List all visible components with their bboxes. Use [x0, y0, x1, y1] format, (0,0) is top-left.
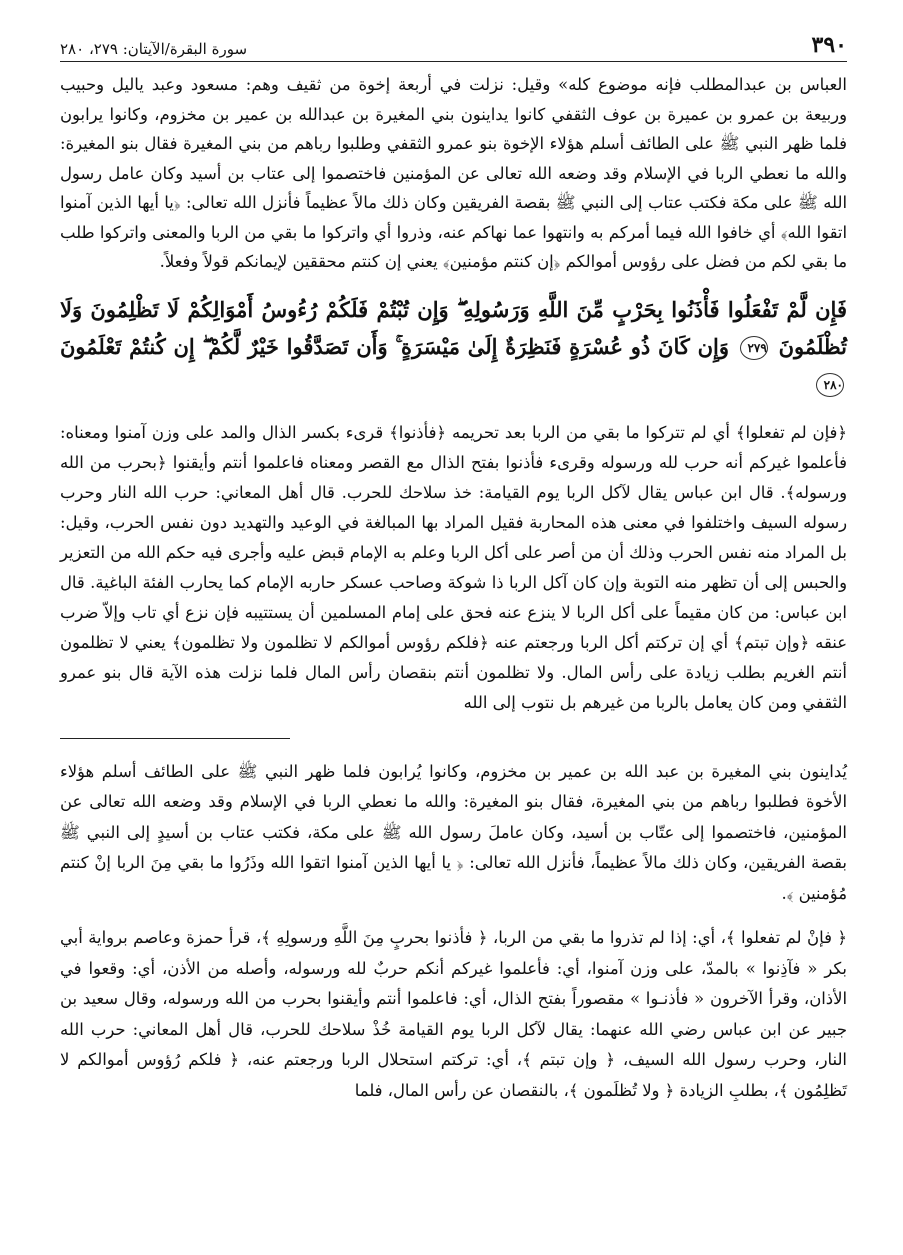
- book-page: [60, 28, 847, 1120]
- footnote-paragraph: يُداينون بني المغيرة بن عبد الله بن عمير بن مخزوم، وكانوا يُرابون فلما ظهر النبي ﷺ على الطائف أسلم هؤلاء الأخوة فطلبوا رباهم من بني المغيرة، فقال بنو المغيرة: والله ما نعطي الربا في الإسلام وقد وضعه الله تعالى عن المؤمنين، فاختصموا إلى عتّاب بن أسيد، وكان عاملَ رسول الله ﷺ على مكة، فكتب عتاب بن أسيدٍ إلى النبي ﷺ بقصة الفريقين، وكان ذلك مالاً عظيماً، فأنزل الله تعالى: ﴿ يا أيها الذين آمنوا اتقوا الله وذَرُوا ما بقي مِنَ الربا إنْ كنتم مُؤمنين ﴾.: [60, 761, 847, 903]
- footnote-divider: [60, 738, 290, 739]
- quran-verse-block: [60, 291, 847, 402]
- ayah-number-279: ٢٧٩: [740, 336, 768, 360]
- footnotes-section: [60, 757, 847, 1107]
- intro-text: العباس بن عبدالمطلب فإنه موضوع كله» وقيل: نزلت في أربعة إخوة من ثقيف وهم: مسعود وعبد ياليل وحبيب وربيعة بن عمرو بن عميرة بن عوف الثقفي كانوا يداينون بني المغيرة بن عبدالله بن عمير بن مخزوم، وكانوا يرابون فلما ظهر النبي ﷺ على الطائف أسلم هؤلاء الإخوة بنو عمرو الثقفي وطلبوا رباهم من بني المغيرة فقال بنو المغيرة: والله ما نعطي الربا في الإسلام وقد وضعه الله تعالى عن المؤمنين فاختصموا إلى عتاب بن أسيد وكان عامل رسول الله ﷺ على مكة فكتب عتاب إلى النبي ﷺ بقصة الفريقين وكان ذلك مالاً عظيماً فأنزل الله تعالى: ﴿يا أيها الذين آمنوا اتقوا الله﴾ أي خافوا الله فيما أمركم به وانتهوا عما نهاكم عنه، وذروا أي واتركوا ما بقي من الربا والمعنى واتركوا طلب ما بقي لكم من فضل على رؤوس أموالكم ﴿إن كنتم مؤمنين﴾ يعني إن كنتم محققين لإيمانكم قولاً وفعلاً.: [60, 75, 847, 271]
- commentary-text: ﴿فإن لم تفعلوا﴾ أي لم تتركوا ما بقي من الربا بعد تحريمه ﴿فأذنوا﴾ قرىء بكسر الذال والمد على وزن آمنوا ومعناه: فأعلموا غيركم أنه حرب لله ورسوله وقرىء فأذنوا بفتح الذال مع القصر ومعناه فاعلموا أنتم وأيقنوا ﴿بحرب من الله ورسوله﴾. قال ابن عباس يقال لآكل الربا يوم القيامة: خذ سلاحك للحرب. قال أهل المعاني: حرب الله النار وحرب رسوله السيف واختلفوا في معنى هذه المحاربة فقيل المراد بها المبالغة في الوعيد والتهديد دون نفس الحرب، وقيل: بل المراد منه نفس الحرب وذلك أن من أصر على أكل الربا وعلم به الإمام قبض عليه وأجرى فيه حكم الله من التعزير والحبس إلى أن تظهر منه التوبة وإن كان آكل الربا ذا شوكة وصاحب عسكر حاربه الإمام كما يحارب الفئة الباغية. قال ابن عباس: من كان مقيماً على أكل الربا لا ينزع عنه فحق على إمام المسلمين أن يستتيبه فإن نزع أي تاب وإلاّ ضرب عنقه ﴿وإن تبتم﴾ أي إن تركتم أكل الربا ورجعتم عنه ﴿فلكم رؤوس أموالكم لا تظلمون ولا تظلمون﴾ يعني لا تظلمون أنتم الغريم بطلب زيادة على رأس المال. ولا تظلمون أنتم بنقصان رأس المال فلما نزلت هذه الآية قال بنو عمرو الثقفي ومن كان يعامل بالربا من غيرهم بل نتوب إلى الله: [60, 422, 847, 712]
- page-number: ٣٩٠: [811, 32, 847, 58]
- verse-text-280: وَإِن كَانَ ذُو عُسْرَةٍ فَنَظِرَةٌ إِلَىٰ مَيْسَرَةٍ ۚ وَأَن تَصَدَّقُوا خَيْرٌ لَّكُمْ ۖ إِن كُنتُمْ تَعْلَمُونَ: [60, 333, 730, 359]
- intro-paragraph: [60, 70, 847, 277]
- ayah-number-280: ٢٨٠: [816, 373, 844, 397]
- page-header: [60, 28, 847, 62]
- commentary-paragraph: [60, 418, 847, 718]
- footnote-paragraph: ﴿ فإنْ لم تفعلوا ﴾، أي: إذا لم تذروا ما بقي من الربا، ﴿ فأذنوا بحربٍ مِنَ اللَّهِ ورسولِهِ ﴾، قرأ حمزة وعاصم برواية أبي بكر « فآذِنوا » بالمدّ، على وزن آمنوا، أي: فأعلموا غيركم أنكم حربٌ لله ورسوله، وأصله من الأذن، أي: وقعوا في الأذان، وقرأ الآخرون « فأذنـوا » مقصوراً بفتح الذال، أي: فاعلموا أنتم وأيقنوا بحرب من الله ورسوله، وقال سعيد بن جبير عن ابن عباس رضي الله عنهما: يقال لآكل الربا يوم القيامة خُذْ سلاحك للحرب، قال أهل المعاني: حرب الله النار، وحرب رسول الله السيف، ﴿ وإن تبتم ﴾، أي: تركتم استحلال الربا ورجعتم عنه، ﴿ فلكم رُؤوس أموالكم لا تَظلِمُون ﴾، بطلبِ الزيادة ﴿ ولا تُظلَمون ﴾، بالنقصان عن رأس المال، فلما: [60, 928, 847, 1100]
- verse-text-279: فَإِن لَّمْ تَفْعَلُوا فَأْذَنُوا بِحَرْبٍ مِّنَ اللَّهِ وَرَسُولِهِ ۖ وَإِن تُبْتُمْ فَلَكُمْ رُءُوسُ أَمْوَالِكُمْ لَا تَظْلِمُونَ وَلَا تُظْلَمُونَ: [60, 296, 847, 359]
- surah-reference: سورة البقرة/الآيتان: ٢٧٩، ٢٨٠: [60, 40, 248, 58]
